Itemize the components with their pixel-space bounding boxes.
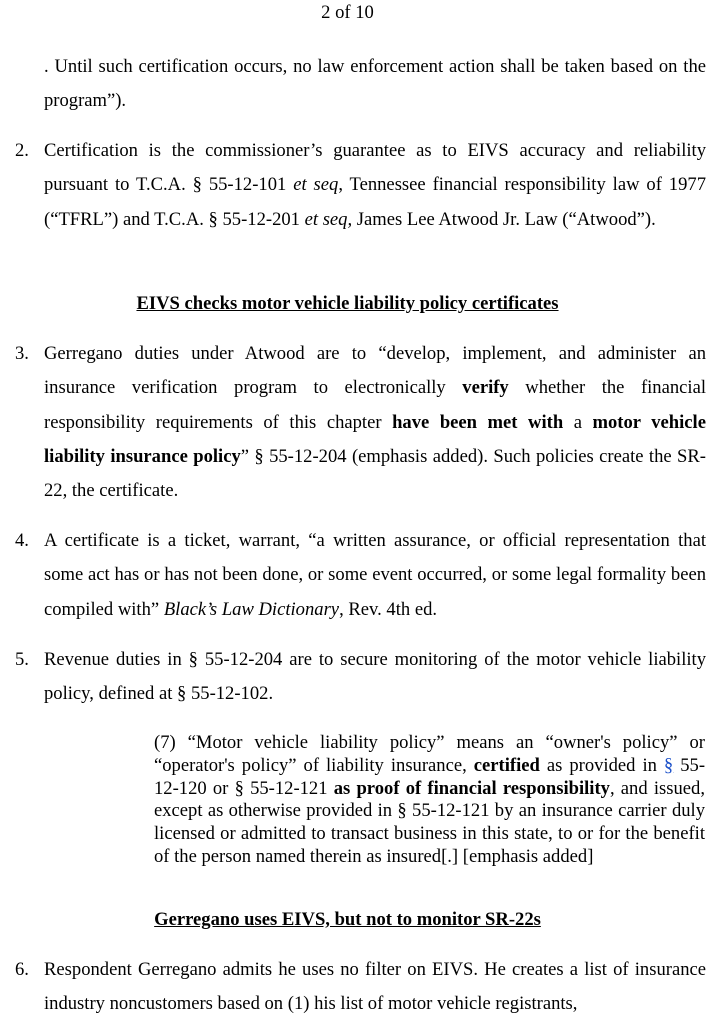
paragraph-text: Revenue duties in § 55-12-204 are to secure monitoring of the motor vehicle liability policy, defined at § 55-12-102. [44, 649, 706, 705]
paragraph-number: 2. [15, 140, 29, 161]
page-number: 2 of 10 [321, 2, 374, 23]
text-run: , and issued, except as otherwise provided in § 55-12-121 by an insurance carrier duly licensed or admitted to transact business in this state, to or for the benefit of the person named therein as insured[.] [emphasis added] [154, 777, 705, 867]
text-run: , Tennessee financial responsibility law of 1977 (“TFRL”) and T.C.A. § 55-12-201 [44, 174, 706, 230]
text-run: (7) “Motor vehicle liability policy” means an “owner's policy” or “operator's policy” of liability insurance, [154, 732, 705, 776]
paragraph-text: . Until such certification occurs, no law enforcement action shall be taken based on the program”). [44, 56, 706, 112]
italic-run: et seq, [304, 208, 353, 230]
paragraph-2 [15, 134, 706, 237]
text-run: A certificate is a ticket, warrant, “a written assurance, or official representation that some act has or has not been done, or some event occurred, or some legal formality been compiled with” [44, 530, 706, 620]
text-run: Gerregano duties under Atwood are to “develop, implement, and administer an insurance verification program to electronically [44, 343, 706, 399]
text-run: ” § 55-12-204 (emphasis added). Such policies create the SR-22, the certificate. [44, 445, 706, 502]
paragraph-4 [15, 524, 706, 627]
paragraph-text [44, 524, 706, 627]
text-run: as provided in [539, 754, 664, 776]
paragraph-text [44, 337, 706, 508]
section-heading-gerregano-uses-eivs: Gerregano uses EIVS, but not to monitor SR-22s [154, 909, 541, 930]
bold-run: have been met with [392, 411, 564, 433]
paragraph-number: 4. [15, 530, 29, 551]
bold-run: certified [473, 754, 540, 776]
paragraph-5 [15, 643, 706, 712]
text-run: James Lee Atwood Jr. Law (“Atwood”). [352, 208, 656, 230]
paragraph-text: Respondent Gerregano admits he uses no filter on EIVS. He creates a list of insurance industry noncustomers based on (1) his list of motor vehicle registrants, [44, 959, 706, 1015]
section-link[interactable]: § [663, 754, 674, 776]
bold-run: verify [462, 377, 509, 399]
italic-run: et seq [293, 174, 339, 196]
section-heading-eivs-checks: EIVS checks motor vehicle liability policy certificates [136, 293, 559, 314]
paragraph-text [44, 134, 706, 237]
text-run: a [563, 411, 593, 433]
bold-run: motor vehicle liability insurance policy [44, 411, 706, 467]
paragraph-number: 6. [15, 959, 29, 980]
text-run: 55-12-120 or § 55-12-121 [154, 754, 706, 799]
paragraph-6 [15, 953, 706, 1022]
text-run: whether the financial responsibility requirements of this chapter [44, 377, 706, 433]
paragraph-number: 5. [15, 649, 29, 670]
text-run: Certification is the commissioner’s guarantee as to EIVS accuracy and reliability pursuant to T.C.A. § 55-12-101 [44, 140, 706, 196]
block-quote [154, 732, 705, 869]
bold-run: as proof of financial responsibility [333, 777, 610, 799]
paragraph-3 [15, 337, 706, 508]
text-run: , Rev. 4th ed. [339, 598, 438, 620]
paragraph-continuation [44, 50, 706, 119]
italic-run: Black’s Law Dictionary [163, 598, 340, 620]
paragraph-number: 3. [15, 343, 29, 364]
